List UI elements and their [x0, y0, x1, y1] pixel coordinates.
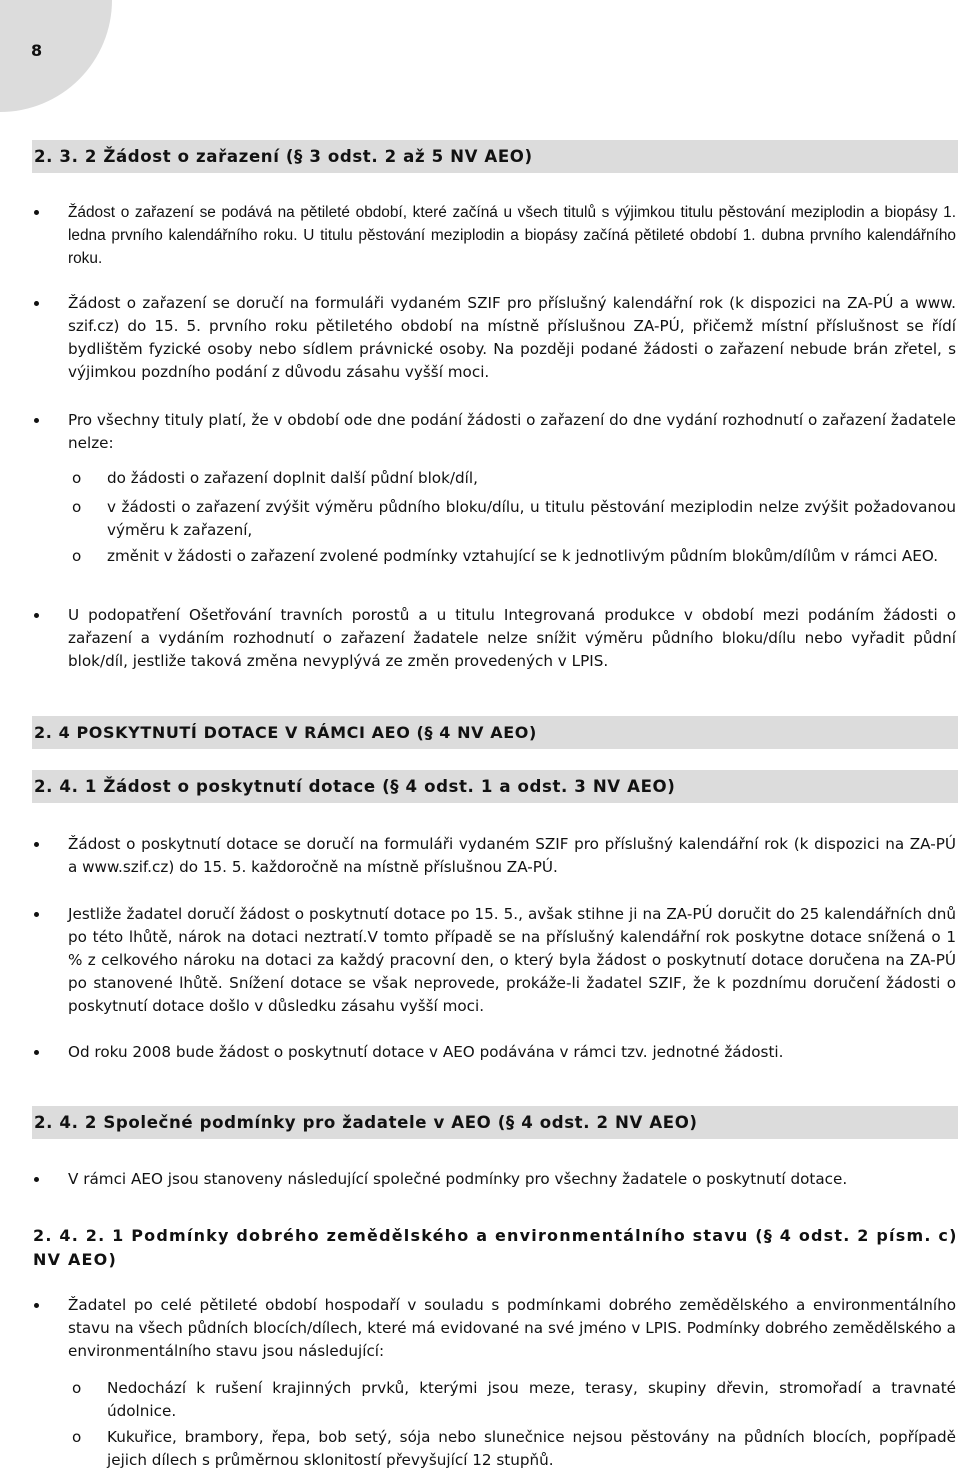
- section-heading-2-4-2-1: 2. 4. 2. 1 Podmínky dobrého zemědělského a environmentálního stavu (§ 4 odst. 2 písm. c) NV AEO): [33, 1226, 958, 1269]
- list-item: U podopatření Ošetřování travních porostů a u titulu Integrovaná produkce v období mezi podáním žádosti o zařazení a vydáním rozhodnutí o zařazení žadatele nelze snížit výměru půdního bloku/dílu nebo vyřadit půdní blok/díl, jestliže taková změna nevyplývá ze změn provedených v LPIS.: [32, 604, 956, 673]
- list-item: Žádost o zařazení se doručí na formuláři vydaném SZIF pro příslušný kalendářní rok (k dispozici na ZA-PÚ a www. szif.cz) do 15. 5. prvního roku pětiletého období na místně příslušnou ZA-PÚ, přičemž místní příslušnost se řídí bydlištěm fyzické osoby nebo sídlem právnické osoby. Na později podané žádosti o zařazení nebude brán zřetel, s výjimkou pozdního podání z důvodu zásahu vyšší moci.: [32, 292, 956, 384]
- list-item: Od roku 2008 bude žádost o poskytnutí dotace v AEO podávána v rámci tzv. jednotné žádosti.: [32, 1041, 956, 1064]
- list-item: V rámci AEO jsou stanoveny následující společné podmínky pro všechny žadatele o poskytnutí dotace.: [32, 1168, 956, 1191]
- list-item: Pro všechny tituly platí, že v období ode dne podání žádosti o zařazení do dne vydání rozhodnutí o zařazení žadatele nelze:: [32, 409, 956, 455]
- section-heading-2-4-2: 2. 4. 2 Společné podmínky pro žadatele v AEO (§ 4 odst. 2 NV AEO): [32, 1106, 958, 1139]
- page-corner-tab: [0, 0, 112, 112]
- list-item: Žádost o poskytnutí dotace se doručí na formuláři vydaném SZIF pro příslušný kalendářní rok (k dispozici na ZA-PÚ a www.szif.cz) do 15. 5. každoročně na místně příslušnou ZA-PÚ.: [32, 833, 956, 879]
- page-number: 8: [31, 41, 43, 60]
- sub-list-item: o Kukuřice, brambory, řepa, bob setý, sója nebo slunečnice nejsou pěstovány na půdních blocích, popřípadě jejich dílech s průměrnou sklonitostí převyšující 12 stupňů.: [72, 1426, 956, 1472]
- section-heading-2-4-1: 2. 4. 1 Žádost o poskytnutí dotace (§ 4 odst. 1 a odst. 3 NV AEO): [32, 770, 958, 803]
- section-heading-2-4: 2. 4 POSKYTNUTÍ DOTACE V RÁMCI AEO (§ 4 NV AEO): [32, 716, 958, 749]
- section-heading-2-3-2: 2. 3. 2 Žádost o zařazení (§ 3 odst. 2 až 5 NV AEO): [32, 140, 958, 173]
- sub-list-item: o v žádosti o zařazení zvýšit výměru půdního bloku/dílu, u titulu pěstování meziplodin nelze zvýšit požadovanou výměru k zařazení,: [72, 496, 956, 542]
- list-item: Žádost o zařazení se podává na pětileté období, které začíná u všech titulů s výjimkou titulu pěstování meziplodin a biopásy 1. ledna prvního kalendářního roku. U titulu pěstování meziplodin a biopásy začíná pětileté období 1. dubna prvního kalendářního roku.: [32, 201, 956, 270]
- sub-list-item: o do žádosti o zařazení doplnit další půdní blok/díl,: [72, 467, 956, 490]
- list-item: Jestliže žadatel doručí žádost o poskytnutí dotace po 15. 5., avšak stihne ji na ZA-PÚ doručit do 25 kalendářních dnů po této lhůtě, nárok na dotaci neztratí.V tomto případě se na příslušný kalendářní rok poskytne dotace snížená o 1 % z celkového nároku na dotaci za každý pracovní den, o který byla žádost o poskytnutí dotace doručena na ZA-PÚ po stanovené lhůtě. Snížení dotace se však neprovede, prokáže-li žadatel SZIF, že k pozdnímu doručení žádosti o poskytnutí dotace došlo v důsledku zásahu vyšší moci.: [32, 903, 956, 1018]
- list-item: Žadatel po celé pětileté období hospodaří v souladu s podmínkami dobrého zemědělského a environmentálního stavu na všech půdních blocích/dílech, které má evidované na své jméno v LPIS. Podmínky dobrého zemědělského a environmentálního stavu jsou následující:: [32, 1294, 956, 1363]
- sub-list-item: o změnit v žádosti o zařazení zvolené podmínky vztahující se k jednotlivým půdním blokům/dílům v rámci AEO.: [72, 545, 956, 568]
- sub-list-item: o Nedochází k rušení krajinných prvků, kterými jsou meze, terasy, skupiny dřevin, stromořadí a travnaté údolnice.: [72, 1377, 956, 1423]
